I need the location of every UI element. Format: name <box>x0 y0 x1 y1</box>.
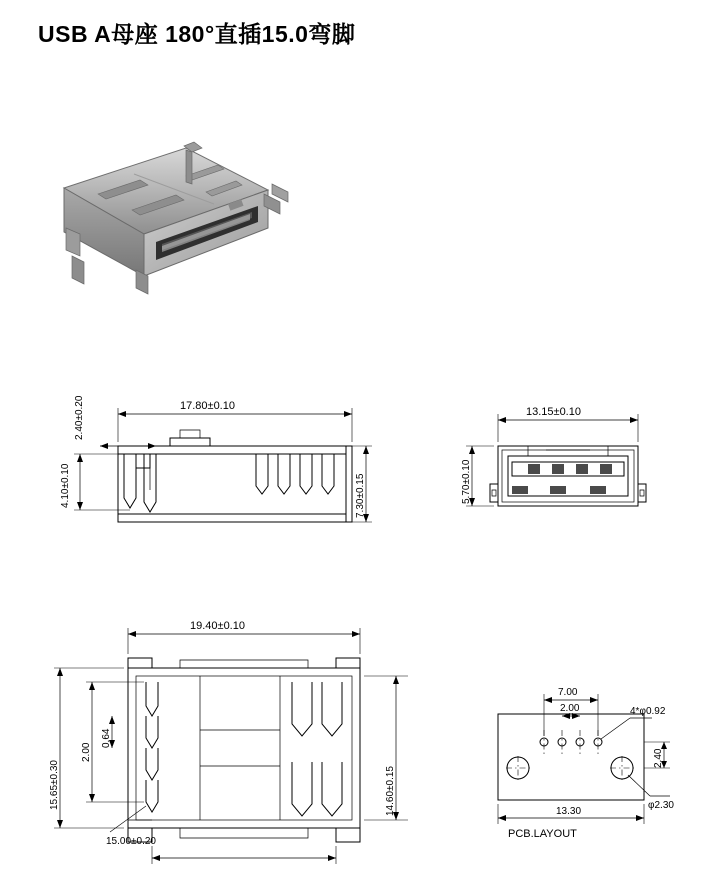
side-view-drawing <box>60 390 380 540</box>
dim-pin-pitch-group: 2.00 <box>81 742 92 762</box>
dim-inner-span: 14.60±0.15 <box>385 766 396 816</box>
front-view-drawing <box>450 398 690 528</box>
dim-pin-pitch: 0.64 <box>101 728 112 748</box>
dim-pin-width: 15.00±0.20 <box>106 836 156 847</box>
dim-overall-depth: 19.40±0.10 <box>190 620 245 632</box>
pcb-layout-caption: PCB.LAYOUT <box>508 828 577 840</box>
dim-overall-width: 13.15±0.10 <box>526 406 581 418</box>
top-view-drawing <box>40 620 440 870</box>
callout-hole-qty: 4*φ0.92 <box>630 706 666 717</box>
dim-leg-offset: 2.40±0.20 <box>74 395 85 440</box>
dim-body-height: 7.30±0.15 <box>355 473 366 518</box>
page-title: USB A母座 180°直插15.0弯脚 <box>38 21 356 47</box>
dim-overall-height: 5.70±0.10 <box>461 459 472 504</box>
dim-pad-pitch: 2.00 <box>560 703 580 714</box>
product-photo-image <box>36 88 296 298</box>
dim-leg-height: 4.10±0.10 <box>60 463 71 508</box>
dim-board-width: 13.30 <box>556 806 582 817</box>
dim-outer-span: 15.65±0.30 <box>49 760 60 810</box>
callout-big-hole: φ2.30 <box>648 800 674 811</box>
dim-pad-span: 7.00 <box>558 687 578 698</box>
product-photo <box>36 88 296 298</box>
dim-hole-offset: 2.40 <box>653 748 664 768</box>
dim-overall-length: 17.80±0.10 <box>180 400 235 412</box>
pcb-layout-drawing <box>470 680 700 840</box>
